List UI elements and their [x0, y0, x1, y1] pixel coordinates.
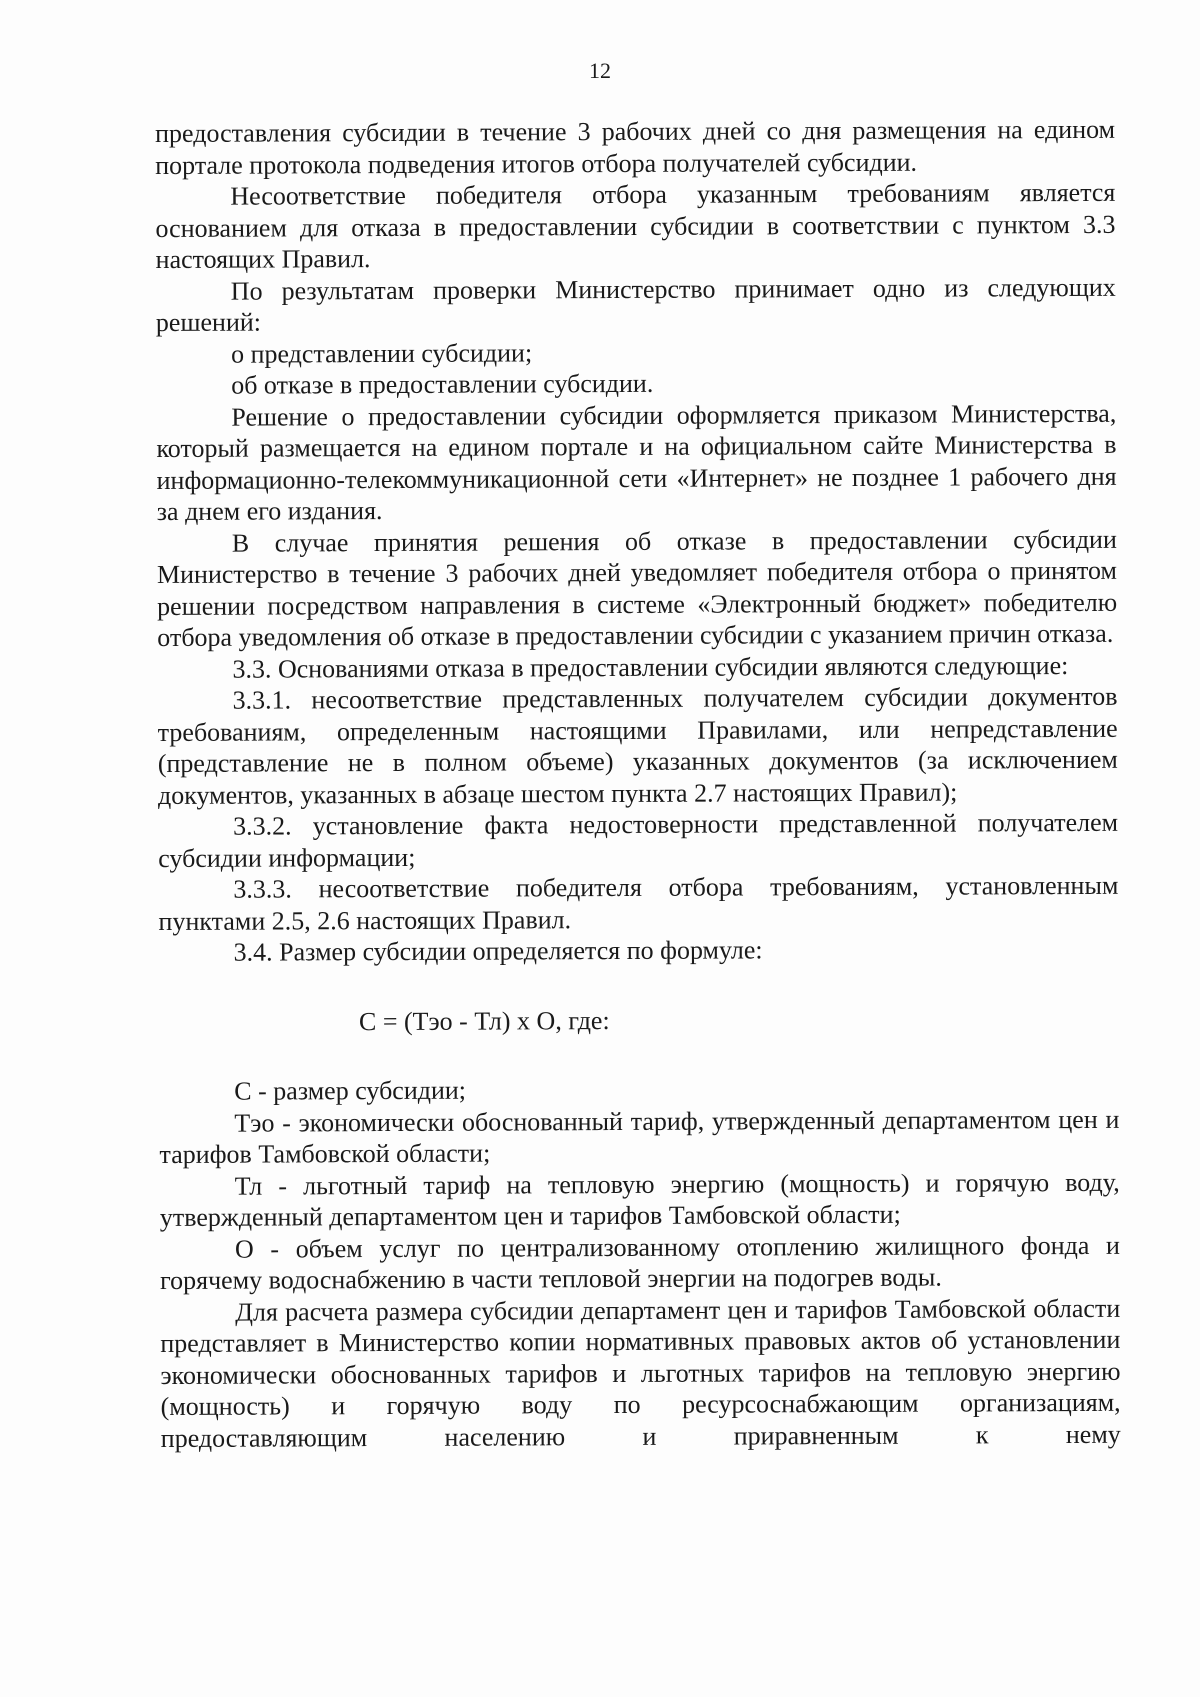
subsidy-formula: С = (Тэо - Тл) х О, где: [358, 1005, 610, 1036]
paragraph: 3.3.3. несоответствие победителя отбора требованиям, установленным пунктами 2.5, 2.6 настоящих Правил. [158, 870, 1119, 936]
paragraph: об отказе в предоставлении субсидии. [231, 368, 654, 400]
paragraph: Решение о предоставлении субсидии оформляется приказом Министерства, который размещается на едином портале и на официальном сайте Министерства в информационно-телекоммуникационной сети «Интернет» не позднее 1 рабочего дня за днем его издания. [156, 398, 1117, 526]
paragraph: По результатам проверки Министерство принимает одно из следующих решений: [155, 272, 1116, 337]
definition-item: Тэо - экономически обоснованный тариф, утвержденный департаментом цен и тарифов Тамбовской области; [159, 1104, 1120, 1169]
paragraph: о представлении субсидии; [230, 337, 533, 369]
page-number: 12 [589, 58, 611, 83]
paragraph: 3.3.2. установление факта недостоверности представленной получателем субсидии информации; [158, 807, 1119, 873]
definition-item: О - объем услуг по централизованному отоплению жилищного фонда и горячему водоснабжению в части тепловой энергии на подогрев воды. [160, 1230, 1120, 1295]
document-body [155, 114, 1121, 1454]
paragraph: 3.3. Основаниями отказа в предоставлении субсидии являются следующие: [232, 650, 1069, 684]
paragraph: предоставления субсидии в течение 3 рабочих дней со дня размещения на едином портале протокола подведения итогов отбора получателей субсидии. [155, 114, 1116, 180]
definition-item: Тл - льготный тариф на тепловую энергию (мощность) и горячую воду, утвержденный департаментом цен и тарифов Тамбовской области; [159, 1167, 1120, 1232]
paragraph: 3.4. Размер субсидии определяется по формуле: [233, 935, 763, 967]
paragraph: В случае принятия решения об отказе в предоставлении субсидии Министерство в течение 3 рабочих дней уведомляет победителя отбора о принятом решении посредством направления в системе «Электронный бюджет» победителю отбора уведомления об отказе в предоставлении субсидии с указанием причин отказа. [156, 524, 1118, 652]
definition-item: С - размер субсидии; [234, 1075, 467, 1106]
paragraph: 3.3.1. несоответствие представленных получателем субсидии документов требованиям, определенным настоящими Правилами, или непредставление (представление не в полном объеме) указанных документов (за исключением документов, указанных в абзаце шестом пункта 2.7 настоящих Правил); [157, 681, 1118, 810]
paragraph: Несоответствие победителя отбора указанным требованиям является основанием для отказа в предоставлении субсидии в соответствии с пунктом 3.3 настоящих Правил. [155, 177, 1116, 274]
paragraph: Для расчета размера субсидии департамент цен и тарифов Тамбовской области представляет в Министерство копии нормативных правовых актов об установлении экономически обоснованных тарифов и льготных тарифов на тепловую энергию (мощность) и горячую воду по ресурсоснабжающим организациям, предоставляющим населению и приравненным к нему [160, 1293, 1121, 1453]
